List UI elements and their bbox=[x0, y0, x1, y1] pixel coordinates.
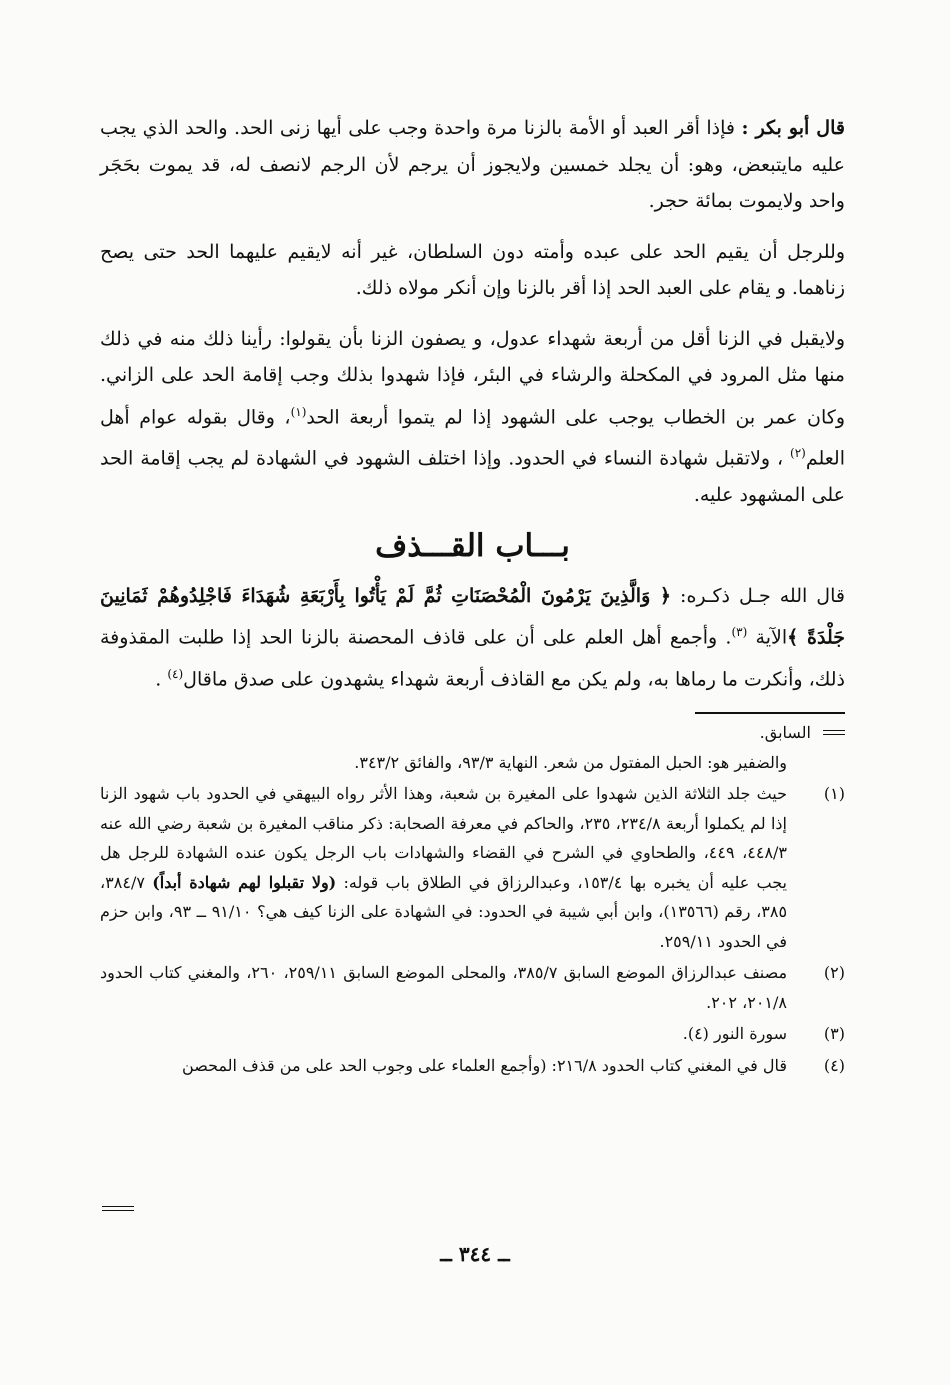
quran-verse: ﴿ وَالَّذِينَ يَرْمُونَ الْمُحْصَنَاتِ ثُمَّ لَمْ يَأْتُوا بِأَرْبَعَةِ شُهَدَاءَ فَاجْلِدُوهُمْ ثَمَانِينَ جَلْدَةً ﴾ bbox=[100, 584, 845, 649]
paragraph-3-part-c: ، ولاتقبل شهادة النساء في الحدود. وإذا اختلف الشهود في الشهادة لم يجب إقامة الحد على المشهود عليه. bbox=[100, 447, 845, 507]
ayah-label: الآية bbox=[747, 626, 788, 649]
qadhf-text: . وأجمع أهل العلم على أن على قاذف المحصنة بالزنا الحد إذا طلبت المقذوفة ذلك، وأنكرت ما رماها به، ولم يكن مع القاذف أربعة شهداء يشهدون على صدق ماقال bbox=[100, 626, 845, 691]
qadhf-intro: قال الله جـل ذكـره: bbox=[671, 584, 845, 607]
footnote-2-text: مصنف عبدالرزاق الموضع السابق ٣٨٥/٧، والمحلى الموضع السابق ٢٥٩/١١، ٢٦٠، والمغني كتاب الحدود ٢٠١/٨، ٢٠٢. bbox=[100, 963, 788, 1012]
footnote-3-number: (٣) bbox=[823, 1024, 845, 1044]
footnote-continuation-label: السابق. bbox=[759, 722, 811, 742]
footnote-ref-1: (١) bbox=[290, 404, 307, 419]
paragraph-3 bbox=[100, 321, 845, 514]
footnote-ref-4: (٤) bbox=[167, 666, 184, 681]
footnote-4-number: (٤) bbox=[823, 1055, 845, 1075]
paragraph-1-text: فإذا أقر العبد أو الأمة بالزنا مرة واحدة وجب على أيها زنى الحد. والحد الذي يجب عليه مايتبعض، وهو: أن يجلد خمسين ولايجوز أن يرجم لأن الرجم لانصف له، قد يموت بحَجَر واحد ولايموت بمائة حجر. bbox=[100, 117, 845, 212]
footnote-separator bbox=[695, 712, 845, 714]
page-number: ــ ٣٤٤ ــ bbox=[440, 1242, 510, 1266]
footnote-4 bbox=[100, 1051, 845, 1081]
footnote-1 bbox=[100, 779, 845, 956]
page-body bbox=[100, 110, 845, 1080]
footnote-1-text bbox=[100, 779, 787, 956]
qadhf-end: . bbox=[155, 668, 168, 691]
footnote-1-text-b: ٣٨٤/٧، ٣٨٥، رقم (١٣٥٦٦)، وابن أبي شيبة في الحدود: في الشهادة على الزنا كيف هي؟ ٩١/١٠ ــ ٩٣، وابن حزم في الحدود ٢٥٩/١١. bbox=[100, 872, 788, 951]
continues-mark-icon bbox=[102, 1203, 134, 1214]
section-heading: بـــاب القـــذف bbox=[375, 527, 570, 564]
paragraph-1 bbox=[100, 110, 845, 220]
footnote-1-bold-quote: (ولا تقبلوا لهم شهادة أبداً) bbox=[152, 872, 337, 892]
paragraph-3-part-b: ، وقال بقوله عوام أهل العلم bbox=[100, 405, 845, 470]
footnote-3 bbox=[100, 1019, 845, 1049]
footnote-continuation-text: والضفير هو: الحبل المفتول من شعر. النهاية ٩٣/٣، والفائق ٣٤٣/٢. bbox=[354, 752, 787, 772]
footnote-2-number: (٢) bbox=[823, 963, 845, 983]
footnote-ref-3: (٣) bbox=[731, 625, 748, 640]
equals-mark-icon bbox=[823, 727, 845, 738]
footnote-1-number: (١) bbox=[823, 784, 845, 804]
footnote-continuation-mark bbox=[100, 720, 845, 746]
paragraph-2: وللرجل أن يقيم الحد على عبده وأمته دون السلطان، غير أنه لايقيم عليهما الحد حتى يصح زناهما. و يقام على العبد الحد إذا أقر بالزنا وإن أنكر مولاه ذلك. bbox=[100, 240, 845, 299]
footnote-3-text: سورة النور (٤). bbox=[682, 1024, 787, 1044]
paragraph-1-lead: قال أبو بكر : bbox=[741, 117, 845, 139]
paragraph-qadhf bbox=[100, 578, 845, 698]
paragraph-3-part-a: ولايقبل في الزنا أقل من أربعة شهداء عدول، و يصفون الزنا بأن يقولوا: رأينا ذلك منه في ذلك منها مثل المرود في المكحلة والرشاء في البئر، فإذا شهدوا بذلك وجب إقامة الحد على الزاني. وكان عمر بن الخطاب يوجب على الشهود إذا لم يتموا أربعة الحد bbox=[100, 327, 845, 428]
footnote-2 bbox=[100, 958, 845, 1017]
footnote-ref-2: (٢) bbox=[790, 446, 806, 461]
footnote-1-text-a: حيث جلد الثلاثة الذين شهدوا على المغيرة بن شعبة، وهذا الأثر رواه البيهقي في الحدود باب شهود الزنا إذا لم يكملوا أربعة ٢٣٤/٨، ٢٣٥، والحاكم في معرفة الصحابة: ذكر مناقب المغيرة بن شعبة رضي الله عنه ٤٤٨/٣، ٤٤٩، والطحاوي في الشرح في القضاء والشهادات باب الرجل يكون عنده الشهادة للرجل هل يجب عليه أن يخبره بها ١٥٣/٤، وعبدالرزاق في الطلاق باب قوله: bbox=[100, 784, 788, 892]
footnote-4-text: قال في المغني كتاب الحدود ٢١٦/٨: (وأجمع العلماء على وجوب الحد على من قذف المحصن bbox=[182, 1055, 787, 1075]
